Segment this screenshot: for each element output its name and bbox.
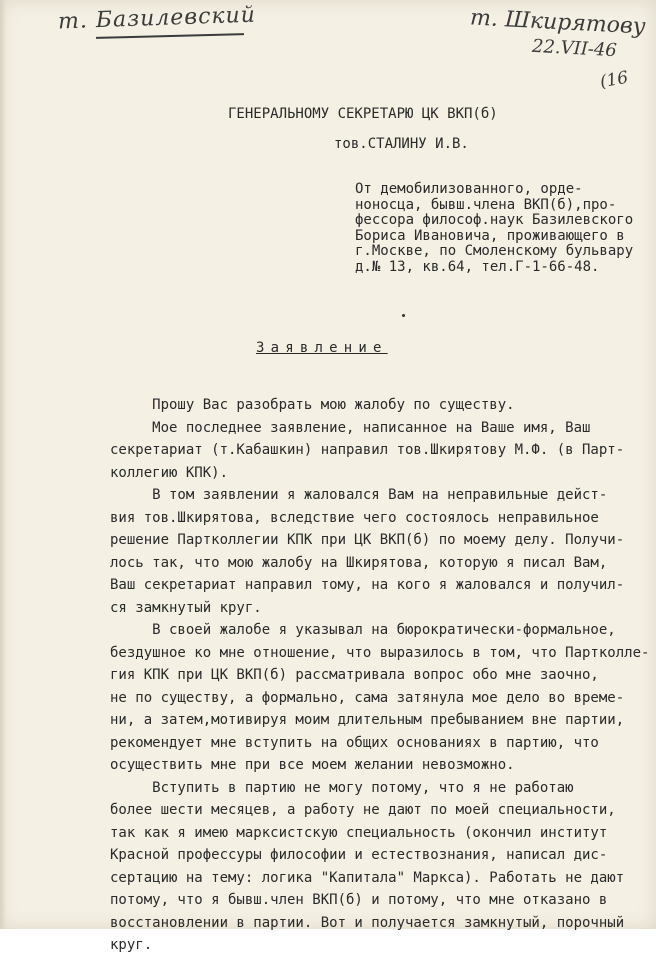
ink-dot: [402, 314, 405, 317]
paper-edge: [0, 0, 6, 929]
body-line: ни, а затем,мотивируя моим длительным пребыванием вне партии,: [110, 712, 625, 728]
body-line: сертацию на тему: логика "Капитала" Маркса). Работать не дают: [110, 869, 625, 886]
body-line: рекомендует мне вступить на общих основаниях в партию, что: [110, 734, 599, 751]
sender-block: [355, 182, 633, 276]
sender-line: Бориса Ивановича, проживающего в: [355, 227, 625, 244]
body-line: Ваш секретариат направил тому, на кого я жаловался и получил-: [110, 577, 625, 593]
body-line: не по существу, а формально, сама затянула мое дело во време-: [110, 689, 625, 706]
sender-line: д.№ 13, кв.64, тел.Г-1-66-48.: [355, 258, 600, 275]
body-line: восстановлении в партии. Вот и получается замкнутый, порочный: [110, 914, 625, 931]
body-line: Прошу Вас разобрать мою жалобу по существу.: [110, 397, 515, 413]
body-line: Красной профессуры философии и естествознания, написал дис-: [110, 847, 608, 863]
body-line: В том заявлении я жаловался Вам на неправильные дейст-: [110, 487, 608, 503]
sender-line: фессора философ.наук Базилевского: [355, 212, 634, 229]
body-line: В своей жалобе я указывал на бюрократически-формальное,: [110, 622, 616, 638]
body-line: Вступить в партию не могу потому, что я не работаю: [110, 779, 574, 796]
handwritten-date: 22.VII-46: [531, 35, 618, 62]
body-line: коллегию КПК).: [110, 464, 229, 481]
handwritten-resolution: т. Шкирятову: [469, 5, 647, 40]
handwritten-left-note: т. Базилевский: [57, 2, 257, 35]
document-title: Заявление: [256, 340, 388, 356]
handwritten-underline: [96, 33, 244, 39]
page-number: (16: [598, 67, 630, 93]
body-line: более шести месяцев, а работу не дают по моей специальности,: [110, 802, 616, 818]
body-line: потому, что я бывш.член ВКП(б) и потому, что мне отказано в: [110, 892, 608, 908]
body-line: ся замкнутый круг.: [110, 599, 262, 616]
addressee-name: тов.СТАЛИНУ И.В.: [334, 136, 469, 152]
body-line: бездушное ко мне отношение, что выразилось в том, что Партколле-: [110, 644, 650, 661]
addressee-title: ГЕНЕРАЛЬНОМУ СЕКРЕТАРЮ ЦК ВКП(б): [228, 106, 498, 122]
letter-body: [110, 394, 649, 957]
body-line: осуществить мне при все моем желании невозможно.: [110, 757, 515, 773]
body-line: гия КПК при ЦК ВКП(б) рассматривала вопрос обо мне заочно,: [110, 667, 599, 683]
body-line: вия тов.Шкирятова, вследствие чего состоялось неправильное: [110, 509, 599, 526]
body-line: лось так, что мою жалобу на Шкирятова, которую я писал Вам,: [110, 554, 608, 571]
sender-line: От демобилизованного, орде-: [355, 181, 583, 197]
body-line: так как я имею марксистскую специальность (окончил институт: [110, 824, 608, 841]
sender-line: г.Москве, по Смоленскому бульвару: [355, 243, 634, 260]
body-line: Мое последнее заявление, написанное на Ваше имя, Ваш: [110, 419, 591, 436]
body-line: круг.: [110, 937, 153, 953]
sender-line: ноносца, бывш.члена ВКП(б),про-: [355, 196, 617, 213]
body-line: решение Партколлегии КПК при ЦК ВКП(б) по моему делу. Получи-: [110, 532, 625, 548]
body-line: секретариат (т.Кабашкин) направил тов.Шкирятову М.Ф. (в Парт-: [110, 442, 625, 458]
